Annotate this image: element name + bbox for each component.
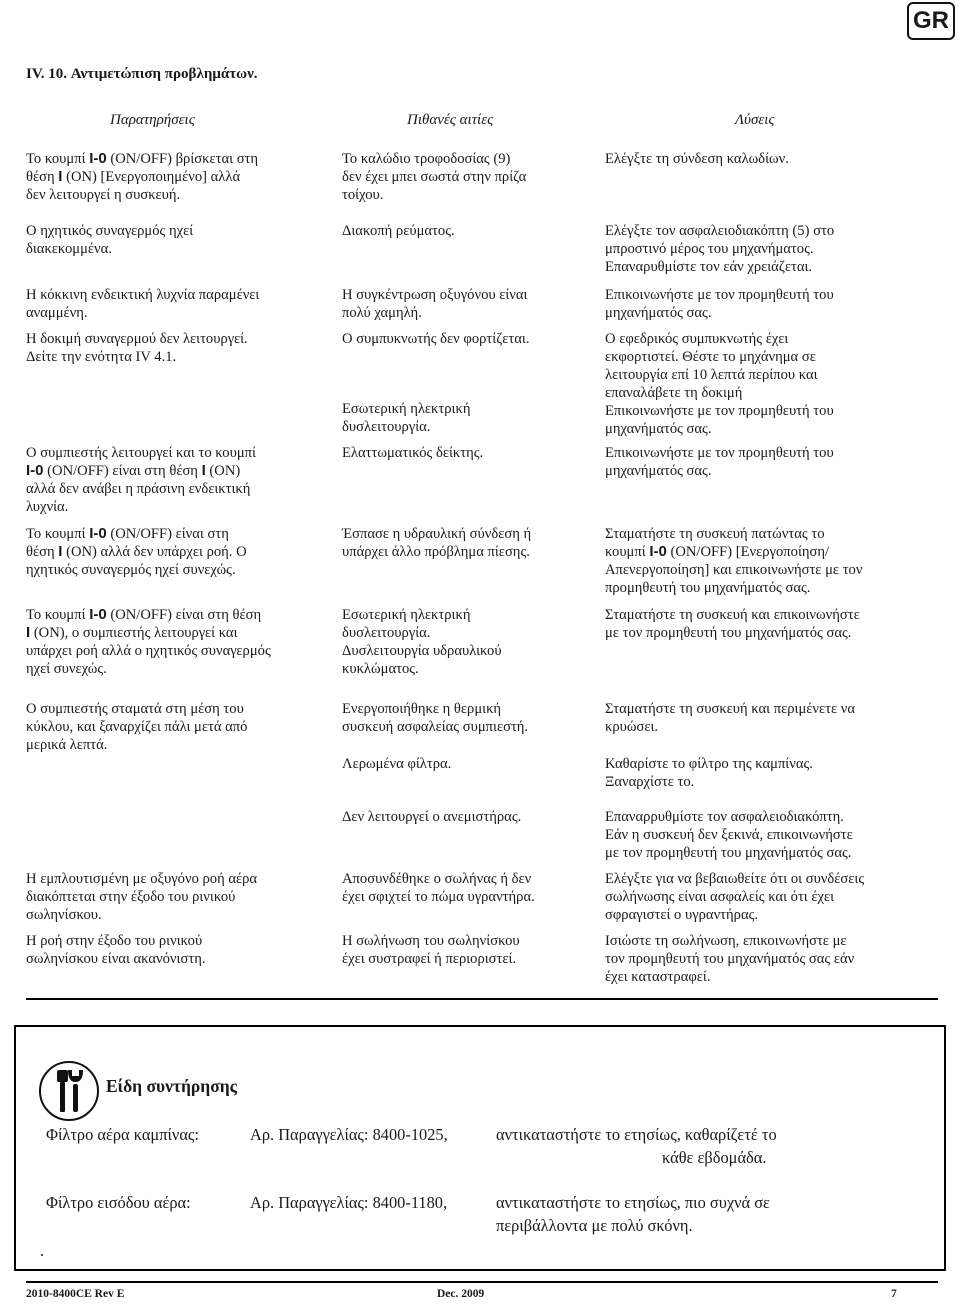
maintenance-title: Είδη συντήρησης xyxy=(106,1076,238,1096)
observation-6: Το κουμπί I-0 (ON/OFF) είναι στη θέση I (ON), ο συμπιεστής λειτουργεί και υπάρχει ροή αλλά ο ηχητικός συναγερμός ηχεί συνεχώς. xyxy=(26,606,271,677)
solution-9: Επαναρρυθμίστε τον ασφαλειοδιακόπτη. Εάν η συσκευή δεν ξεκινά, επικοινωνήστε με τον προμηθευτή του μηχανήματός σας. xyxy=(605,809,853,861)
maint-action-1b: περιβάλλοντα με πολύ σκόνη. xyxy=(496,1216,693,1235)
cause-3: Ο συμπυκνωτής δεν φορτίζεται. xyxy=(342,331,530,347)
cause-11: Η σωλήνωση του σωληνίσκου έχει συστραφεί ή περιοριστεί. xyxy=(342,933,520,967)
section-divider xyxy=(26,998,938,1000)
maint-action-0b: κάθε εβδομάδα. xyxy=(662,1148,767,1167)
observation-1: Ο ηχητικός συναγερμός ηχεί διακεκομμένα. xyxy=(26,223,194,257)
cause-7: Ενεργοποιήθηκε η θερμική συσκευή ασφαλείας συμπιεστή. xyxy=(342,701,529,735)
maint-action-1a: αντικαταστήστε το ετησίως, πιο συχνά σε xyxy=(496,1193,770,1212)
footer-rule xyxy=(26,1281,938,1283)
solution-11: Ισιώστε τη σωλήνωση, επικοινωνήστε με τον προμηθευτή του μηχανήματός σας εάν έχει καταστραφεί. xyxy=(605,933,855,985)
cause-1: Διακοπή ρεύματος. xyxy=(342,223,455,239)
observation-7: Ο συμπιεστής σταματά στη μέση του κύκλου, και ξαναρχίζει πάλι μετά από μερικά λεπτά. xyxy=(26,701,248,753)
maint-label-1: Φίλτρο εισόδου αέρα: xyxy=(46,1193,191,1212)
observation-10: Η εμπλουτισμένη με οξυγόνο ροή αέρα διακόπτεται στην έξοδο του ρινικού σωληνίσκου. xyxy=(26,871,258,923)
maint-label-0: Φίλτρο αέρα καμπίνας: xyxy=(46,1125,199,1144)
cause-8: Λερωμένα φίλτρα. xyxy=(342,756,452,772)
cause-6: Εσωτερική ηλεκτρική δυσλειτουργία. Δυσλειτουργία υδραυλικού κυκλώματος. xyxy=(342,607,502,677)
maint-action-0a: αντικαταστήστε το ετησίως, καθαρίζετέ το xyxy=(496,1125,777,1144)
maintenance-box xyxy=(14,1025,946,1271)
maintenance-tools-icon xyxy=(38,1060,100,1122)
observation-0: Το κουμπί I-0 (ON/OFF) βρίσκεται στη θέση I (ON) [Ενεργοποιημένο] αλλά δεν λειτουργεί η συσκευή. xyxy=(26,150,259,203)
observation-4: Ο συμπιεστής λειτουργεί και το κουμπί I-0 (ON/OFF) είναι στη θέση I (ON) αλλά δεν ανάβει η πράσινη ενδεικτική λυχνία. xyxy=(26,445,256,515)
solution-4: Επικοινωνήστε με τον προμηθευτή του μηχανήματός σας. xyxy=(605,445,834,479)
footer-date: Dec. 2009 xyxy=(437,1288,485,1300)
header-observations: Παρατηρήσεις xyxy=(110,112,195,128)
solution-2: Επικοινωνήστε με τον προμηθευτή του μηχανήματός σας. xyxy=(605,287,834,321)
header-solutions: Λύσεις xyxy=(735,112,775,128)
language-badge: GR xyxy=(907,2,955,40)
header-causes: Πιθανές αιτίες xyxy=(407,112,494,128)
cause-5: Έσπασε η υδραυλική σύνδεση ή υπάρχει άλλο πρόβλημα πίεσης. xyxy=(342,526,532,560)
solution-8: Καθαρίστε το φίλτρο της καμπίνας. Ξαναρχίστε το. xyxy=(605,756,813,790)
maint-order-1: Αρ. Παραγγελίας: 8400-1180, xyxy=(250,1193,448,1212)
cause-4: Ελαττωματικός δείκτης. xyxy=(342,445,484,461)
solution-5: Σταματήστε τη συσκευή πατώντας το κουμπί I-0 (ON/OFF) [Ενεργοποίηση/ Απενεργοποίηση] και επικοινωνήστε με τον προμηθευτή του μηχανήματός σας. xyxy=(605,526,863,596)
solution-7: Σταματήστε τη συσκευή και περιμένετε να κρυώσει. xyxy=(605,701,856,735)
cause-10: Αποσυνδέθηκε ο σωλήνας ή δεν έχει σφιχτεί το πώμα υγραντήρα. xyxy=(342,871,535,905)
observation-5: Το κουμπί I-0 (ON/OFF) είναι στη θέση I (ON) αλλά δεν υπάρχει ροή. Ο ηχητικός συναγερμός ηχεί συνεχώς. xyxy=(26,525,247,578)
cause-3b: Εσωτερική ηλεκτρική δυσλειτουργία. xyxy=(342,401,471,435)
maint-dot: . xyxy=(40,1241,45,1260)
observation-3: Η δοκιμή συναγερμού δεν λειτουργεί. Δείτε την ενότητα IV 4.1. xyxy=(26,331,248,365)
solution-6: Σταματήστε τη συσκευή και επικοινωνήστε με τον προμηθευτή του μηχανήματός σας. xyxy=(605,607,860,641)
footer-doc-id: 2010-8400CE Rev E xyxy=(26,1288,125,1300)
solution-0: Ελέγξτε τη σύνδεση καλωδίων. xyxy=(605,151,789,167)
solution-3: Ο εφεδρικός συμπυκνωτής έχει εκφορτιστεί. Θέστε το μηχάνημα σε λειτουργία επί 10 λεπτά περίπου και επαναλάβετε τη δοκιμή Επικοινωνήστε με τον προμηθευτή του μηχανήματός σας. xyxy=(605,331,834,437)
solution-1: Ελέγξτε τον ασφαλειοδιακόπτη (5) στο μπροστινό μέρος του μηχανήματος. Επαναρυθμίστε τον εάν χρειάζεται. xyxy=(605,223,835,275)
section-title: IV. 10. Αντιμετώπιση προβλημάτων. xyxy=(26,66,258,82)
observation-11: Η ροή στην έξοδο του ρινικού σωληνίσκου είναι ακανόνιστη. xyxy=(26,933,206,967)
solution-10: Ελέγξτε για να βεβαιωθείτε ότι οι συνδέσεις σωλήνωσης είναι ασφαλείς και ότι έχει σφραγιστεί ο υγραντήρας. xyxy=(605,871,865,923)
page-number: 7 xyxy=(891,1288,897,1300)
maint-order-0: Αρ. Παραγγελίας: 8400-1025, xyxy=(250,1125,448,1144)
cause-9: Δεν λειτουργεί ο ανεμιστήρας. xyxy=(342,809,522,825)
observation-2: Η κόκκινη ενδεικτική λυχνία παραμένει αναμμένη. xyxy=(26,287,260,321)
cause-0: Το καλώδιο τροφοδοσίας (9) δεν έχει μπει σωστά στην πρίζα τοίχου. xyxy=(342,151,527,203)
cause-2: Η συγκέντρωση οξυγόνου είναι πολύ χαμηλή. xyxy=(342,287,528,321)
